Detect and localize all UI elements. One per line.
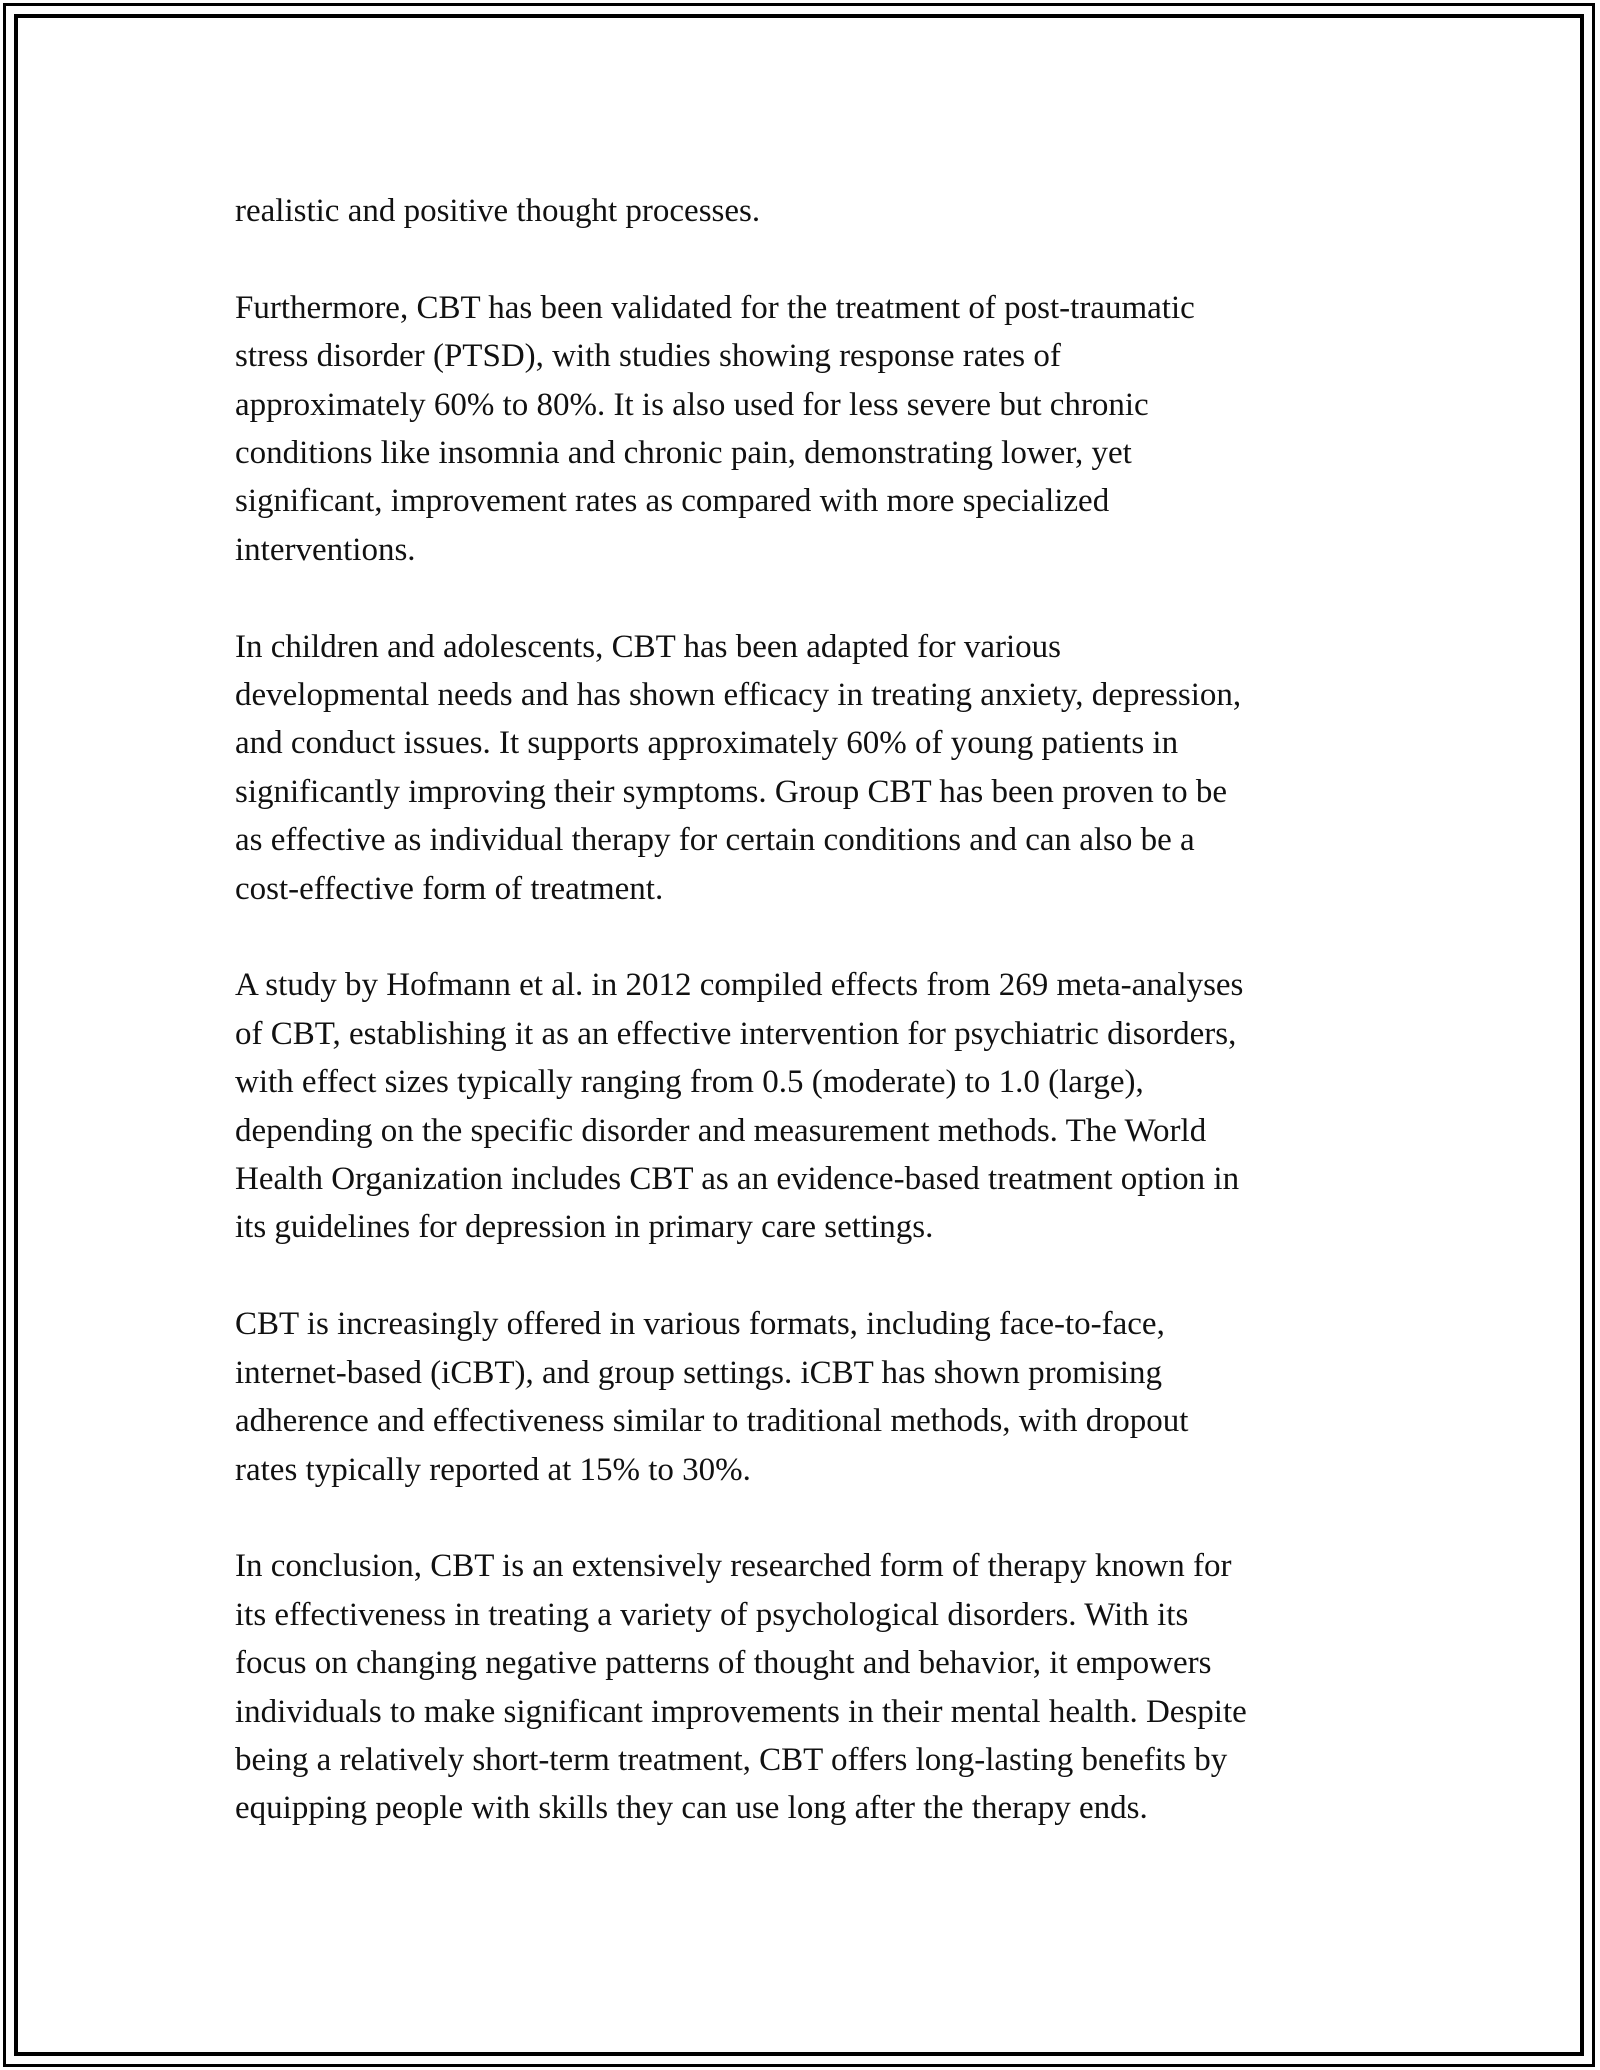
paragraph: realistic and positive thought processes. xyxy=(235,193,761,229)
paragraph: A study by Hofmann et al. in 2012 compiled effects from 269 meta-analyses of CBT, establishing it as an effective intervention for psychiatric disorders, with effect sizes typically ranging from 0.5 (moderate) to 1.0 (large), depending on the specific disorder and measurement methods. The World Health Organization includes CBT as an evidence-based treatment option in its guidelines for depression in primary care settings. xyxy=(235,967,1244,1246)
paragraph: Furthermore, CBT has been validated for the treatment of post-traumatic stress disorder (PTSD), with studies showing response rates of approximately 60% to 80%. It is also used for less severe but chronic conditions like insomnia and chronic pain, demonstrating lower, yet significant, improvement rates as compared with more specialized interventions. xyxy=(235,289,1195,568)
paragraph: CBT is increasingly offered in various formats, including face-to-face, internet-based (iCBT), and group settings. iCBT has shown promising adherence and effectiveness similar to traditional methods, with dropout rates typically reported at 15% to 30%. xyxy=(235,1306,1189,1488)
paragraph: In children and adolescents, CBT has been adapted for various developmental needs and has shown efficacy in treating anxiety, depression, and conduct issues. It supports approximately 60% of young patients in significantly improving their symptoms. Group CBT has been proven to be as effective as individual therapy for certain conditions and can also be a cost-effective form of treatment. xyxy=(235,628,1242,907)
document-body xyxy=(235,187,1370,1881)
paragraph: In conclusion, CBT is an extensively researched form of therapy known for its effectiveness in treating a variety of psychological disorders. With its focus on changing negative patterns of thought and behavior, it empowers individuals to make significant improvements in their mental health. Despite being a relatively short-term treatment, CBT offers long-lasting benefits by equipping people with skills they can use long after the therapy ends. xyxy=(235,1548,1247,1827)
